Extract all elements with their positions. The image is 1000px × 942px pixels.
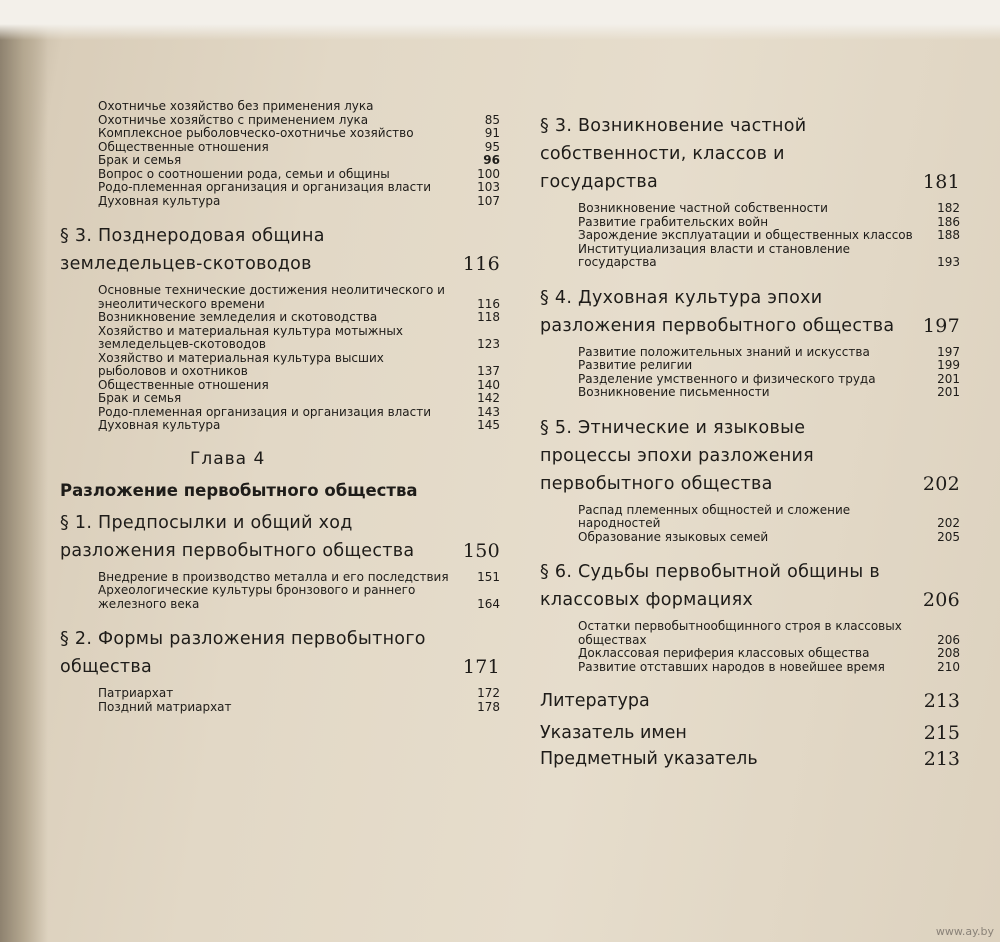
toc-entry: Возникновение частной собственности 182	[578, 201, 960, 215]
toc-entry: Основные технические достижения неолитического и энеолитического времени 116	[98, 283, 500, 311]
toc-entry: Брак и семья 96	[98, 153, 500, 167]
binding-shadow	[0, 0, 48, 942]
toc-entry: Развитие религии 199	[578, 358, 960, 372]
toc-left-column	[60, 100, 500, 714]
page-top-edge	[0, 0, 1000, 40]
toc-entry: Хозяйство и материальная культура мотыжных земледельцев-скотоводов 123	[98, 323, 500, 351]
toc-entry: Духовная культура 145	[98, 418, 500, 432]
toc-section: § 4. Духовная культура эпохи разложения первобытного общества 197	[540, 287, 960, 337]
toc-entry: Поздний матриархат 178	[98, 699, 500, 714]
toc-entry: Патриархат 172	[98, 686, 500, 700]
toc-entry: Вопрос о соотношении рода, семьи и общины 100	[98, 166, 500, 181]
toc-section: § 6. Судьбы первобытной общины в классовых формациях 206	[540, 562, 960, 611]
toc-entry: Общественные отношения 95	[98, 139, 500, 154]
toc-back-matter: Литература 213	[540, 690, 960, 712]
toc-entry: Охотничье хозяйство без применения лука	[98, 99, 374, 113]
toc-entry: Развитие положительных знаний и искусства 197	[578, 344, 960, 359]
toc-back-matter: Предметный указатель 213	[540, 748, 960, 770]
toc-section: § 3. Возникновение частной собственности, классов и государства 181	[540, 116, 960, 193]
toc-entry: Разделение умственного и физического труда 201	[578, 371, 960, 386]
chapter-label: Глава 4	[190, 448, 266, 469]
toc-entry: Развитие отставших народов в новейшее время 210	[578, 659, 960, 674]
toc-entry: Общественные отношения 140	[98, 377, 500, 392]
toc-right-column	[540, 112, 960, 772]
toc-section: § 1. Предпосылки и общий ход разложения первобытного общества 150	[60, 512, 500, 562]
toc-entry: Брак и семья 142	[98, 391, 500, 405]
toc-entry: Комплексное рыболовческо-охотничье хозяйство 91	[98, 126, 500, 140]
toc-entry: Археологические культуры бронзового и раннего железного века 164	[98, 583, 500, 611]
watermark: www.ay.by	[935, 925, 994, 938]
toc-back-matter: Указатель имен 215	[540, 722, 960, 744]
chapter-title: Разложение первобытного общества	[60, 480, 418, 500]
toc-entry: Духовная культура 107	[98, 193, 500, 208]
toc-entry: Институциализация власти и становление государства 193	[578, 241, 960, 269]
toc-entry: Зарождение эксплуатации и общественных классов 188	[578, 228, 960, 242]
toc-entry: Возникновение земледелия и скотоводства 118	[98, 310, 500, 324]
toc-entry: Остатки первобытнообщинного строя в классовых обществах 206	[578, 619, 960, 647]
toc-entry: Развитие грабительских войн 186	[578, 214, 960, 229]
toc-entry: Образование языковых семей 205	[578, 529, 960, 544]
toc-section: § 3. Позднеродовая община земледельцев-скотоводов 116	[60, 226, 500, 275]
toc-entry: Родо-племенная организация и организация власти 103	[98, 180, 500, 194]
toc-section: § 2. Формы разложения первобытного общества 171	[60, 629, 500, 678]
toc-entry: Хозяйство и материальная культура высших рыболовов и охотников 137	[98, 350, 500, 378]
toc-entry: Охотничье хозяйство с применением лука 85	[98, 112, 500, 127]
toc-entry: Родо-племенная организация и организация власти 143	[98, 404, 500, 419]
toc-section: § 5. Этнические и языковые процессы эпохи разложения первобытного общества 202	[540, 417, 960, 495]
toc-entry: Возникновение письменности 201	[578, 385, 960, 399]
toc-entry: Распад племенных общностей и сложение народностей 202	[578, 502, 960, 530]
toc-entry: Внедрение в производство металла и его последствия 151	[98, 569, 500, 584]
toc-entry: Доклассовая периферия классовых общества 208	[578, 646, 960, 660]
